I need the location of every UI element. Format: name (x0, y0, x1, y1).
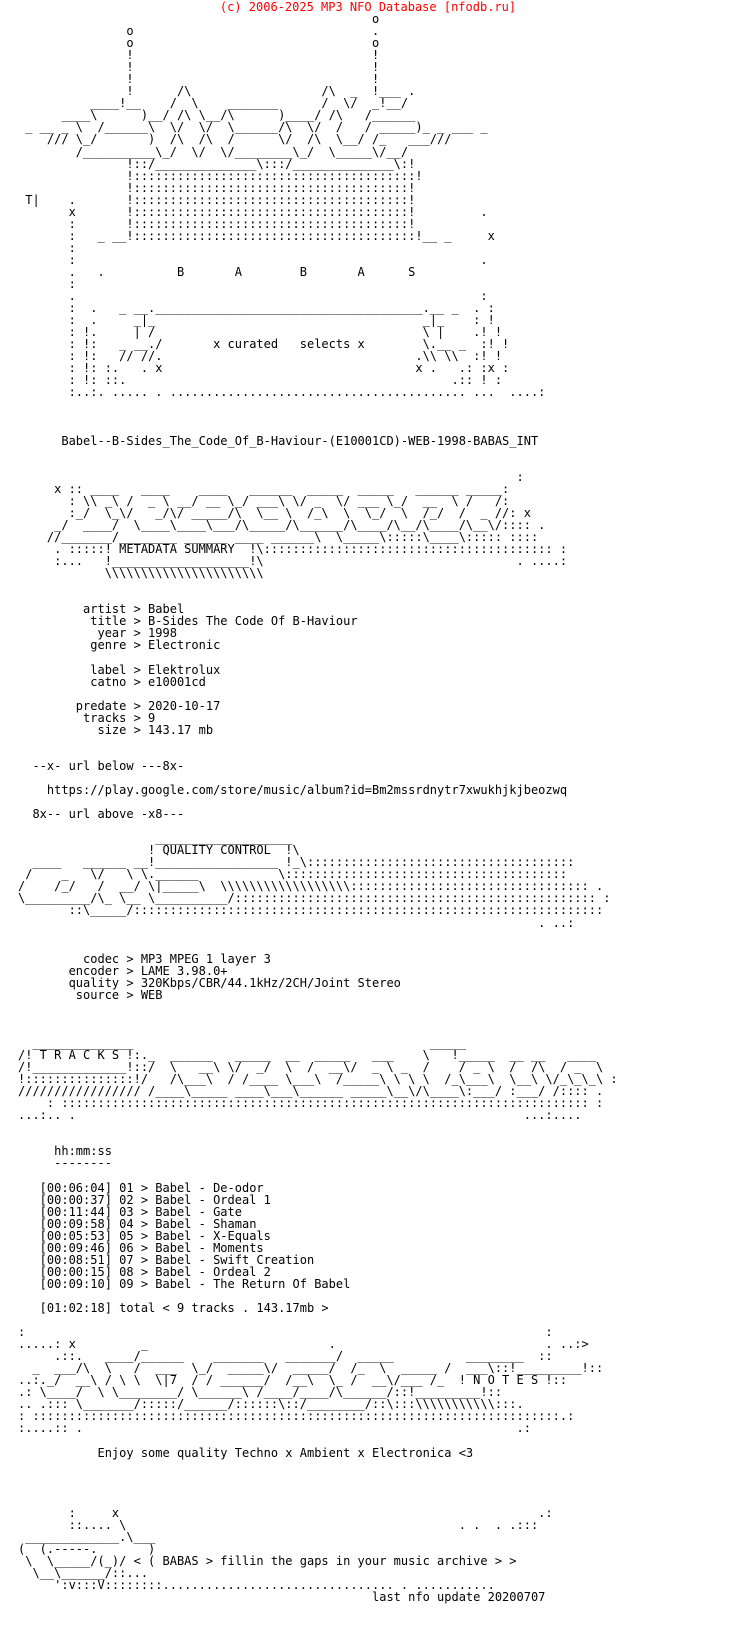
nfo-line: ! ! (18, 60, 380, 75)
nfo-line: \_________/\_ \__ \__________/:::::::::::::::::::::::::::::::::::::::::::::::::: : (18, 891, 611, 906)
nfo-line: \\\\\\\\\\\\\\\\\\\\\\ (18, 566, 264, 581)
nfo-line: . : (18, 289, 488, 304)
nfo-line: _ ___/\ \ / ___ \_/ _____\/ _____/ /_ \ _____ / ___\::!_________!:: (18, 1361, 604, 1376)
nfo-line: _____________.\___ (18, 1529, 156, 1544)
nfo-line: : \\ _\ / _ \ __/ __ \_/ ___\ \/ _ \/ ___ \_/ __ \ / /: (18, 493, 510, 508)
nfo-line: _ __ _ \ /______\ \/ \/ \______/\ \/ / / _____)_ _ ___ _ (18, 120, 488, 135)
nfo-line: !::/______________\:::/______________\:! (18, 156, 416, 171)
nfo-line: Enjoy some quality Techno x Ambient x Electronica <3 (18, 1445, 474, 1460)
nfo-line: ///////////////// /____\_____ ____\___\______ _____\__\/\____\:___/ :___/ /:::: . (18, 1084, 604, 1099)
nfo-line: ! QUALITY CONTROL !\ (18, 843, 300, 858)
nfo-line: : !: _ __./ x curated selects x \.__ _ :! ! (18, 337, 510, 352)
nfo-line: //_______/________ ______ ____ ______\ \_____\:::::\____\::::: :::: (18, 530, 539, 545)
nfo-line (18, 423, 736, 435)
nfo-line: catno > e10001cd (18, 674, 206, 689)
nfo-line (18, 736, 736, 748)
nfo-line: --x- url below ---8x- (18, 758, 185, 773)
nfo-line: : (18, 277, 76, 292)
nfo-line: !::::::::::::::::::::::::::::::::::::::! (18, 180, 416, 195)
nfo-line: artist > Babel (18, 602, 185, 617)
nfo-line: ..:._/ __\ / \ \ \|7 / / ______/ /__\ \_ / __\/___ /_ ! N O T E S !:: (18, 1373, 568, 1388)
nfo-line: : . _|_ _|_ : ! (18, 313, 495, 328)
nfo-line: : x .: (18, 1505, 553, 1520)
nfo-line (18, 1435, 736, 1447)
nfo-line: ! /\ /\ _ !___ . (18, 84, 416, 99)
nfo-line: : (18, 469, 524, 484)
nfo-line: :... !___________________!\ . ....: (18, 554, 568, 569)
nfo-line: [01:02:18] total < 9 tracks . 143.17mb > (18, 1301, 329, 1316)
nfo-line: [00:09:58] 04 > Babel - Shaman (18, 1216, 257, 1231)
nfo-line: ':v:::V::::::::................................ . ........... (18, 1578, 495, 1593)
nfo-line: genre > Electronic (18, 638, 221, 653)
nfo-line: hh:mm:ss (18, 1144, 112, 1159)
nfo-line: :..:. ..... . ......................................... ... ....: (18, 385, 546, 400)
nfo-line (18, 399, 736, 411)
nfo-line: \ \_____/(_)/ < ( BABAS > fillin the gaps in your music archive > > (18, 1554, 517, 1568)
nfo-line (18, 459, 736, 471)
nfo-line: .....: x _ . . ..:> (18, 1337, 589, 1352)
nfo-line: ____\ )__/ /\ \__/\ )____/ /\ /______ (18, 108, 416, 123)
nfo-line (18, 1121, 736, 1133)
nfo-line: tracks > 9 (18, 710, 156, 725)
nfo-line: : _ __!:::::::::::::::::::::::::::::::::::::::!__ _ x (18, 228, 495, 243)
nfo-line: o (18, 12, 380, 26)
nfo-line: ____ ______ __!_________________ !_\::::::::::::::::::::::::::::::::::::: (18, 855, 575, 870)
nfo-line: !:::::::::::::::!/ /\___\ / /____ \___\ /_____\ \ \ \ /_\___\ \__\ \/_\_\_\ : (18, 1072, 618, 1087)
nfo-line: \__\______/::... (18, 1566, 149, 1581)
nfo-line: [00:08:51] 07 > Babel - Swift Creation (18, 1252, 315, 1267)
nfo-line: codec > MP3 MPEG 1 layer 3 (18, 951, 271, 966)
nfo-line: : . (18, 252, 488, 267)
nfo-line: last nfo update 20200707 (18, 1590, 546, 1605)
nfo-line: .: \____/ \ \________/ \______\ /____/____/\______/::!_________!:: (18, 1385, 503, 1400)
nfo-line (18, 447, 736, 459)
nfo-line: ::.... \ . . . .::: (18, 1517, 539, 1532)
nfo-line: : ::::::::::::::::::::::::::::::::::::::::::::::::::::::::::::::::::::::::: : (18, 1096, 604, 1111)
nfo-line: ____!__ / \ _______ / \/ _!__/ (18, 96, 409, 111)
nfo-line: : !: ::. .:: ! : (18, 373, 503, 388)
nfo-line: : :::::::::::::::::::::::::::::::::::::::::::::::::::::::::::::::::::::::::.: (18, 1409, 575, 1424)
nfo-line: .. .::: \_______/:::::/______/::::::\::/________/::\:::\\\\\\\\\\\:::. (18, 1397, 524, 1412)
nfo-line: label > Elektrolux (18, 662, 221, 677)
nfo-line: /!_____________!::/ \ __\ \/ _/ \ / __\/ _ \ _ / / _ \ / /\ / _ \ (18, 1060, 604, 1075)
nfo-line: .::. ____/______ _______ _______/ _____ ________ :: (18, 1349, 553, 1364)
nfo-line: . . B A B A S (18, 264, 416, 279)
nfo-line: :_/ \_\/ _/\/ _____/\ \__ \ /_\ \ \_/ \ /_/ / _ //: x (18, 505, 531, 520)
nfo-line: /// \_/ ) /\ /\ / \/ /\ \__/ /_ ___/// (18, 132, 452, 147)
nfo-line: x :: ____ ____ ____ ______ _____ _____ ______ _____: (18, 481, 510, 496)
nfo-line (18, 1001, 736, 1013)
nfo-line: : !: // //. .\\ \\ :! ! (18, 349, 503, 364)
nfo-line: x !::::::::::::::::::::::::::::::::::::::! . (18, 204, 488, 219)
nfo-line: : !::::::::::::::::::::::::::::::::::::::! (18, 216, 416, 231)
nfo-line (18, 941, 736, 953)
nfo-line (18, 1495, 736, 1507)
nfo-line: Babel--B-Sides_The_Code_Of_B-Haviour-(E10001CD)-WEB-1998-BABAS_INT (18, 433, 539, 448)
nfo-line: quality > 320Kbps/CBR/44.1kHz/2CH/Joint Stereo (18, 975, 401, 990)
nfo-line (18, 688, 736, 700)
nfo-line: / /_/ / __/ \|_____\ \\\\\\\\\\\\\\\\\\::::::::::::::::::::::::::::::::: . (18, 879, 604, 894)
nfo-line: year > 1998 (18, 626, 177, 641)
nfo-line: encoder > LAME 3.98.0+ (18, 963, 228, 978)
nfo-line: ::\_____/::::::::::::::::::::::::::::::::::::::::::::::::::::::::::::::::: (18, 903, 604, 918)
nfo-line: / _ \/ \ \.______ \::::::::::::::::::::::::::::::::::::::: (18, 867, 568, 882)
nfo-line: ( (.-----. ) (18, 1541, 156, 1556)
nfo-line: -------- (18, 1156, 112, 1171)
nfo-line: o . (18, 24, 380, 39)
nfo-line: . :::::! METADATA SUMMARY !\:::::::::::::::::::::::::::::::::::::::: : (18, 542, 568, 557)
nfo-line: ___________________ (18, 831, 293, 846)
nfo-text-body (0, 13, 736, 1603)
nfo-line: ! ! (18, 48, 380, 63)
nfo-line: ! ! (18, 72, 380, 87)
nfo-line (18, 1133, 736, 1145)
nfo-line: [00:00:37] 02 > Babel - Ordeal 1 (18, 1192, 271, 1207)
nfo-line: [00:09:10] 09 > Babel - The Return Of Babel (18, 1276, 351, 1291)
nfo-line: title > B-Sides The Code Of B-Haviour (18, 614, 358, 629)
nfo-line: : !. | / \ | .! ! (18, 325, 503, 340)
nfo-line: [00:05:53] 05 > Babel - X-Equals (18, 1228, 271, 1243)
nfo-line: [00:00:15] 08 > Babel - Ordeal 2 (18, 1264, 271, 1279)
nfo-line: [00:11:44] 03 > Babel - Gate (18, 1204, 242, 1219)
nfo-line (18, 411, 736, 423)
nfo-line: : . _ __._____________________________________.__ _ . : (18, 301, 495, 316)
nfo-line (18, 579, 736, 591)
nfo-line (18, 1459, 736, 1471)
nfo-line: . ..: (18, 915, 575, 930)
nfo-line: !:::::::::::::::::::::::::::::::::::::::! (18, 168, 423, 183)
nfo-line: o o (18, 36, 380, 51)
nfo-line: [00:06:04] 01 > Babel - De-odor (18, 1180, 264, 1195)
nfo-line: : !: :. . x x . .: :x : (18, 361, 510, 376)
nfo-line: ______________ _____ (18, 1035, 466, 1050)
nfo-line: [00:09:46] 06 > Babel - Moments (18, 1240, 264, 1255)
nfo-line: 8x-- url above -x8--- (18, 807, 185, 822)
nfo-line: predate > 2020-10-17 (18, 698, 221, 713)
nfo-line (18, 1483, 736, 1495)
nfo-line: ...:.. . ...:.... (18, 1108, 582, 1123)
site-header: (c) 2006-2025 MP3 NFO Database [nfodb.ru] (219, 0, 517, 14)
nfo-line (18, 929, 736, 941)
nfo-line: size > 143.17 mb (18, 722, 214, 737)
nfo-line: T| . !::::::::::::::::::::::::::::::::::::::! (18, 192, 416, 207)
nfo-line: /! T R A C K S !:._ ______ _____ __ _____ ___ \ !_____ __ __ ____ (18, 1048, 596, 1063)
nfo-line: source > WEB (18, 987, 163, 1002)
nfo-line: https://play.google.com/store/music/album?id=Bm2mssrdnytr7xwukhjkjbeozwq (18, 783, 568, 797)
nfo-line: /__________\_/ \/ \/________\_/ \_____\/__/ (18, 144, 409, 159)
nfo-line (18, 1170, 736, 1182)
nfo-line: : (18, 240, 76, 255)
nfo-line: :....:: . .: (18, 1421, 531, 1436)
nfo-line (18, 1013, 736, 1025)
nfo-line: _/ ____/ \____\____\___/\_____/\______/\____/\__/\____/\__\/:::: . (18, 517, 546, 532)
nfo-line (18, 651, 736, 663)
nfo-line: : : (18, 1325, 553, 1340)
nfo-line (18, 1471, 736, 1483)
